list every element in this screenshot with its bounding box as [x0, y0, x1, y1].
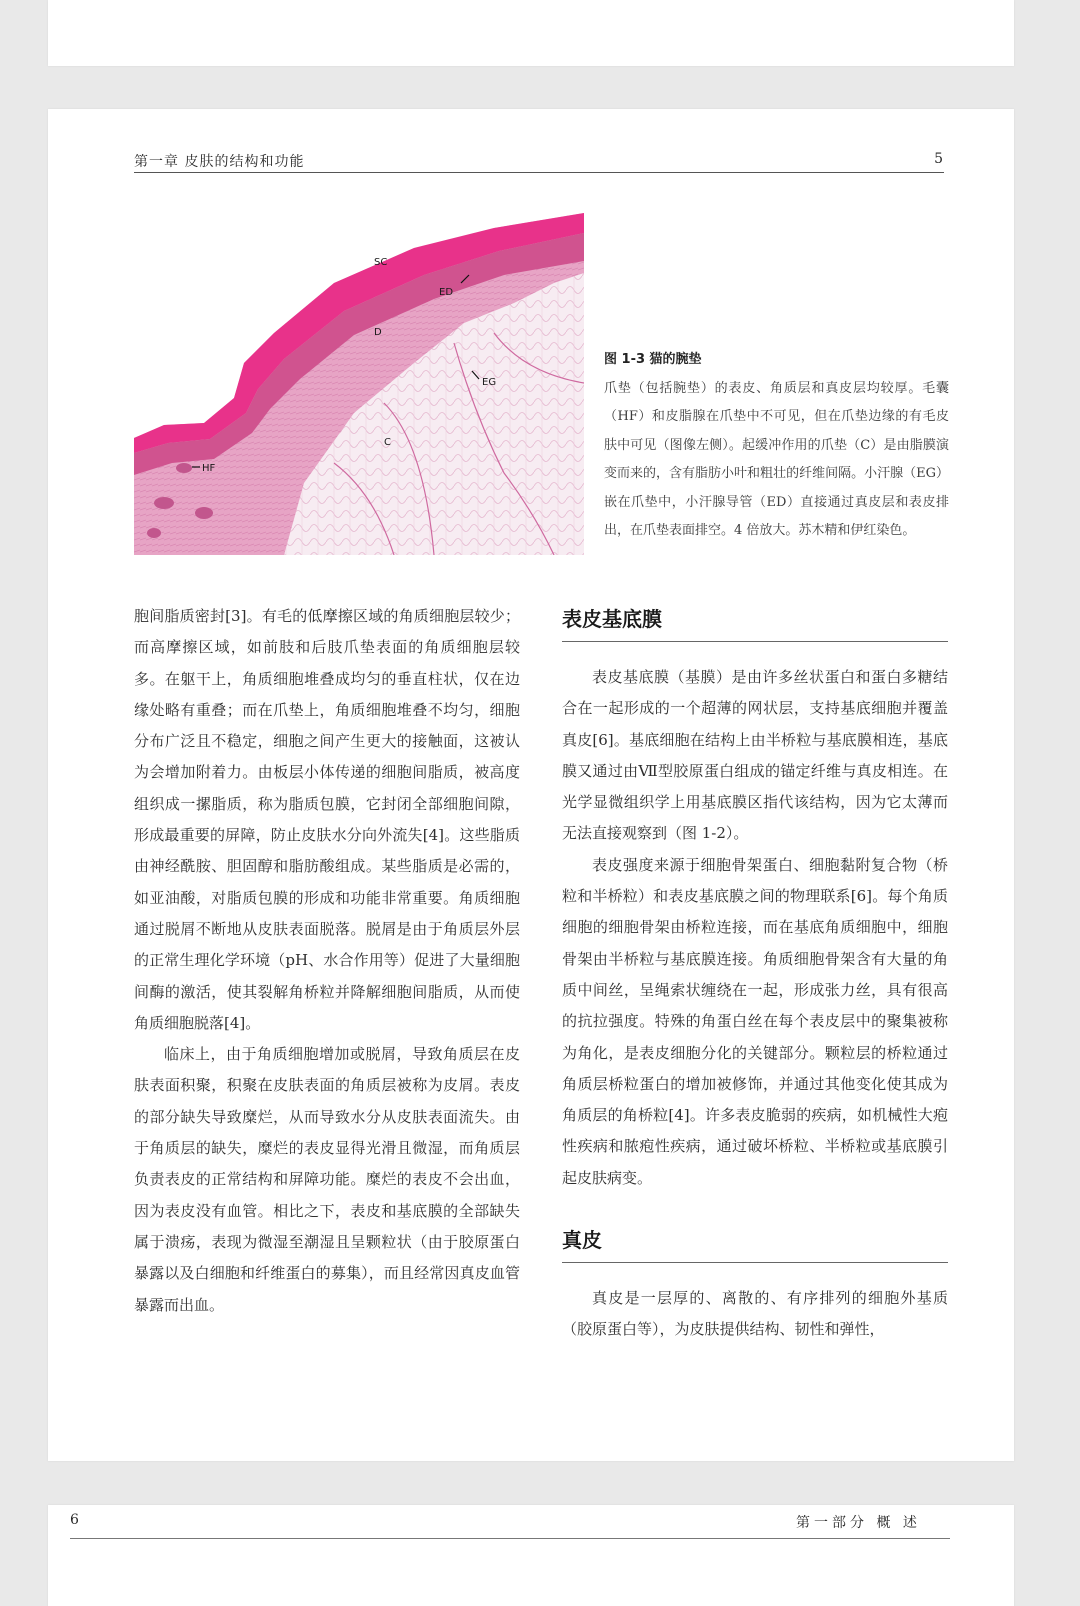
- left-paragraph-2: 临床上，由于角质细胞增加或脱屑，导致角质层在皮肤表面积聚，积聚在皮肤表面的角质层被称为皮屑。表皮的部分缺失导致糜烂，从而导致水分从皮肤表面流失。由于角质层的缺失，糜烂的表皮显得光滑且微湿，而角质层负责表皮的正常结构和屏障功能。糜烂的表皮不会出血，因为表皮没有血管。相比之下，表皮和基底膜的全部缺失属于溃疡，表现为微湿至潮湿且呈颗粒状（由于胶原蛋白暴露以及白细胞和纤维蛋白的募集），而且经常因真皮血管暴露而出血。: [134, 1045, 520, 1314]
- book-page: [48, 109, 1014, 1461]
- previous-page-fragment: [48, 0, 1014, 66]
- right-paragraph-1: 表皮基底膜（基膜）是由许多丝状蛋白和蛋白多糖结合在一起形成的一个超薄的网状层，支持基底细胞并覆盖真皮[6]。基底细胞在结构上由半桥粒与基底膜相连，基底膜又通过由Ⅶ型胶原蛋白组成的锚定纤维与真皮相连。在光学显微组织学上用基底膜区指代该结构，因为它太薄而无法直接观察到（图 1-2）。: [562, 668, 948, 843]
- next-page-part-title: 第一部分 概 述: [796, 1515, 921, 1531]
- right-paragraph-2: 表皮强度来源于细胞骨架蛋白、细胞黏附复合物（桥粒和半桥粒）和表皮基底膜之间的物理联系[6]。每个角质细胞的细胞骨架由桥粒连接，而在基底角质细胞中，细胞骨架由半桥粒与基底膜连接。角质细胞骨架含有大量的角质中间丝，呈绳索状缠绕在一起，形成张力丝，具有很高的抗拉强度。特殊的角蛋白丝在每个表皮层中的聚集被称为角化，是表皮细胞分化的关键部分。颗粒层的桥粒通过角质层桥粒蛋白的增加被修饰，并通过其他变化使其成为角质层的角桥粒[4]。许多表皮脆弱的疾病，如机械性大疱性疾病和脓疱性疾病，通过破坏桥粒、半桥粒或基底膜引起皮肤病变。: [562, 855, 948, 1187]
- histology-image: [134, 213, 584, 555]
- next-page-rule: [70, 1538, 950, 1539]
- figure-label-sc: SC: [374, 257, 388, 268]
- figure-label-eg: EG: [482, 377, 497, 388]
- figure-label-hf: HF: [202, 463, 216, 474]
- figure-label-c: C: [384, 437, 391, 448]
- left-paragraph-1: 胞间脂质密封[3]。有毛的低摩擦区域的角质细胞层较少；而高摩擦区域，如前肢和后肢爪垫表面的角质细胞层较多。在躯干上，角质细胞堆叠成均匀的垂直柱状，仅在边缘处略有重叠；而在爪垫上，角质细胞堆叠不均匀，细胞分布广泛且不稳定，细胞之间产生更大的接触面，这被认为会增加附着力。由板层小体传递的细胞间脂质，被高度组织成一摞脂质，称为脂质包膜，它封闭全部细胞间隙，形成最重要的屏障，防止皮肤水分向外流失[4]。这些脂质由神经酰胺、胆固醇和脂肪酸组成。某些脂质是必需的，如亚油酸，对脂质包膜的形成和功能非常重要。角质细胞通过脱屑不断地从皮肤表面脱落。脱屑是由于角质层外层的正常生理化学环境（pH、水合作用等）促进了大量细胞间酶的激活，使其裂解角桥粒并降解细胞间脂质，从而使角质细胞脱落[4]。: [134, 607, 520, 1032]
- page-number: 5: [934, 151, 944, 167]
- next-page-number: 6: [70, 1512, 79, 1528]
- running-head: [134, 151, 944, 173]
- chapter-title: 第一章 皮肤的结构和功能: [134, 154, 305, 170]
- section-heading-dermis: 真皮: [562, 1222, 948, 1263]
- section-heading-basement-membrane: 表皮基底膜: [562, 601, 948, 642]
- caption-text: 爪垫（包括腕垫）的表皮、角质层和真皮层均较厚。毛囊（HF）和皮脂腺在爪垫中不可见，但在爪垫边缘的有毛皮肤中可见（图像左侧）。起缓冲作用的爪垫（C）是由脂膜演变而来的，含有脂肪小叶和粗壮的纤维间隔。小汗腺（EG）嵌在爪垫中，小汗腺导管（ED）直接通过真皮层和表皮排出，在爪垫表面排空。4 倍放大。苏木精和伊红染色。: [604, 380, 949, 538]
- right-paragraph-3: 真皮是一层厚的、离散的、有序排列的细胞外基质（胶原蛋白等），为皮肤提供结构、韧性和弹性，: [562, 1289, 948, 1339]
- figure-label-ed: ED: [439, 287, 454, 298]
- histology-figure: [134, 213, 584, 555]
- caption-title: 图 1-3 猫的腕垫: [604, 352, 702, 367]
- figure-label-d: D: [374, 327, 382, 338]
- right-column: [562, 601, 948, 1346]
- left-column: [134, 601, 520, 1321]
- figure-caption: [604, 346, 949, 546]
